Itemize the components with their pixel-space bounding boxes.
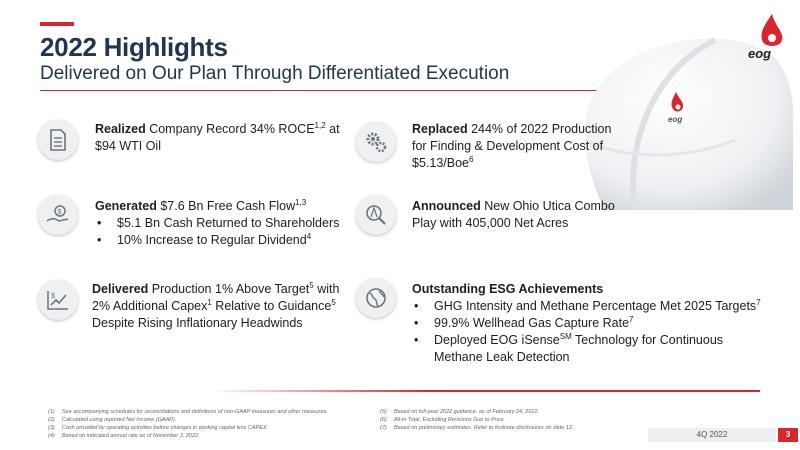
magnify-rig-icon	[356, 195, 396, 235]
footnotes-right: (5) Based on full-year 2022 guidance, as of February 24, 2022. (6) All-in Total, Excluding Revisions Due to Price. (7) Based on preliminary estimates. Refer to footnote disclosures on slide 12.	[380, 409, 574, 431]
growth-chart-icon	[38, 280, 78, 320]
logo-text: eog	[748, 46, 772, 61]
roce-text: Realized Company Record 34% ROCE$^{1,2}$ at $94 WTI Oil	[95, 120, 340, 153]
globe-icon	[356, 278, 396, 318]
esg-bullet-2: • 99.9% Wellhead Gas Capture Rate$^7$	[412, 315, 767, 332]
svg-text:$: $	[51, 293, 55, 300]
replaced-text: Replaced 244% of 2022 Production for Finding & Development Cost of $5.13/Boe$^6$	[412, 122, 612, 170]
footnotes-left: (1) See accompanying schedules for reconciliations and definitions of non-GAAP measures and other measures. (2) Calculated using reported Net Income (GAAP). (3) Cash provided by operating activities before changes in working capital less CAPEX. (4) Based on indicated annual rate as of November 3, 2022.	[48, 409, 328, 439]
page-number: 3	[778, 428, 798, 442]
document-icon	[38, 120, 78, 160]
page-title: 2022 Highlights	[40, 32, 228, 62]
title-divider	[40, 90, 640, 91]
announced-text: Announced New Ohio Utica Combo Play with 405,000 Net Acres	[412, 199, 615, 230]
esg-bullet-1: • GHG Intensity and Methane Percentage Met 2025 Targets$^7$	[412, 298, 767, 315]
esg-text: Outstanding ESG Achievements • GHG Intensity and Methane Percentage Met 2025 Targets$^7$ • 99.9% Wellhead Gas Capture Rate$^7$ • Deployed EOG iSense℠ Technology for Continuous Methane Leak Detection	[412, 281, 767, 366]
generated-text: Generated $7.6 Bn Free Cash Flow$^{1,3}$ • $5.1 Bn Cash Returned to Shareholders • 10% Increase to Regular Dividend$^4$	[95, 198, 355, 249]
gears-icon	[356, 122, 396, 162]
svg-text:$: $	[57, 209, 62, 216]
page-subtitle: Delivered on Our Plan Through Differentiated Execution	[40, 63, 510, 84]
hand-coin-icon	[38, 195, 78, 235]
esg-bullet-3: • Deployed EOG iSense℠ Technology for Continuous Methane Leak Detection	[412, 332, 767, 366]
generated-bullet-1: • $5.1 Bn Cash Returned to Shareholders	[95, 215, 355, 232]
delivered-text: Delivered Production 1% Above Target$^5$ with 2% Additional Capex$^1$ Relative to Guidance$^5$ Despite Rising Inflationary Headwinds	[92, 280, 340, 330]
title-accent-bar	[40, 22, 74, 26]
hat-logo-text: eog	[668, 115, 683, 124]
footer-date: 4Q 2022	[648, 428, 776, 442]
bottom-divider	[210, 390, 760, 392]
generated-bullet-2: • 10% Increase to Regular Dividend$^4$	[95, 232, 355, 249]
